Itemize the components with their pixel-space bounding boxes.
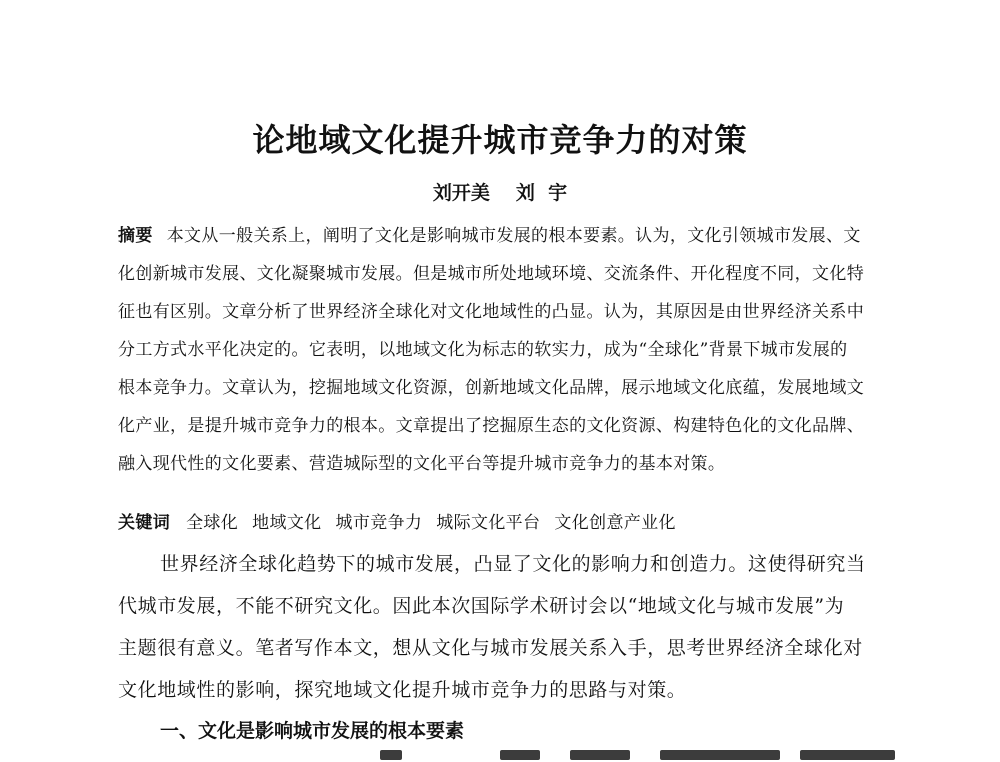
keywords-line <box>118 511 898 535</box>
abstract-label: 摘要 <box>118 226 153 246</box>
abstract-line: 根本竞争力。文章认为，挖掘地域文化资源，创新地域文化品牌，展示地域文化底蕴，发展地域文 <box>118 378 865 398</box>
keywords-label: 关键词 <box>118 513 171 533</box>
abstract-line <box>118 224 898 248</box>
author-name: 刘开美 <box>432 182 490 204</box>
abstract-line: 融入现代性的文化要素、营造城际型的文化平台等提升城市竞争力的基本对策。 <box>118 454 726 474</box>
abstract-text: 本文从一般关系上，阐明了文化是影响城市发展的根本要素。认为，文化引领城市发展、文 <box>166 226 861 246</box>
keyword: 全球化 <box>186 513 239 533</box>
keyword: 城际文化平台 <box>436 513 541 533</box>
keyword: 文化创意产业化 <box>554 513 676 533</box>
author-name: 刘 宇 <box>515 182 568 204</box>
body-line: 世界经济全球化趋势下的城市发展，凸显了文化的影响力和创造力。这使得研究当 <box>160 553 866 575</box>
abstract-line: 化创新城市发展、文化凝聚城市发展。但是城市所处地域环境、交流条件、开化程度不同，文化特 <box>118 264 865 284</box>
abstract-line: 分工方式水平化决定的。它表明，以地域文化为标志的软实力，成为“全球化”背景下城市发展的 <box>118 340 848 360</box>
body-line: 主题很有意义。笔者写作本文，想从文化与城市发展关系入手，思考世界经济全球化对 <box>118 637 863 659</box>
body-line: 代城市发展，不能不研究文化。因此本次国际学术研讨会以“地域文化与城市发展”为 <box>118 595 845 617</box>
section-heading: 一、文化是影响城市发展的根本要素 <box>160 720 465 742</box>
keyword: 城市竞争力 <box>335 513 423 533</box>
abstract-line: 化产业，是提升城市竞争力的根本。文章提出了挖掘原生态的文化资源、构建特色化的文化品牌、 <box>118 416 865 436</box>
abstract-line: 征也有区别。文章分析了世界经济全球化对文化地域性的凸显。认为，其原因是由世界经济关系中 <box>118 302 865 322</box>
paper-title: 论地域文化提升城市竞争力的对策 <box>252 121 748 159</box>
keyword: 地域文化 <box>252 513 322 533</box>
body-line: 文化地域性的影响，探究地域文化提升城市竞争力的思路与对策。 <box>118 679 687 701</box>
author-line <box>0 180 1000 206</box>
